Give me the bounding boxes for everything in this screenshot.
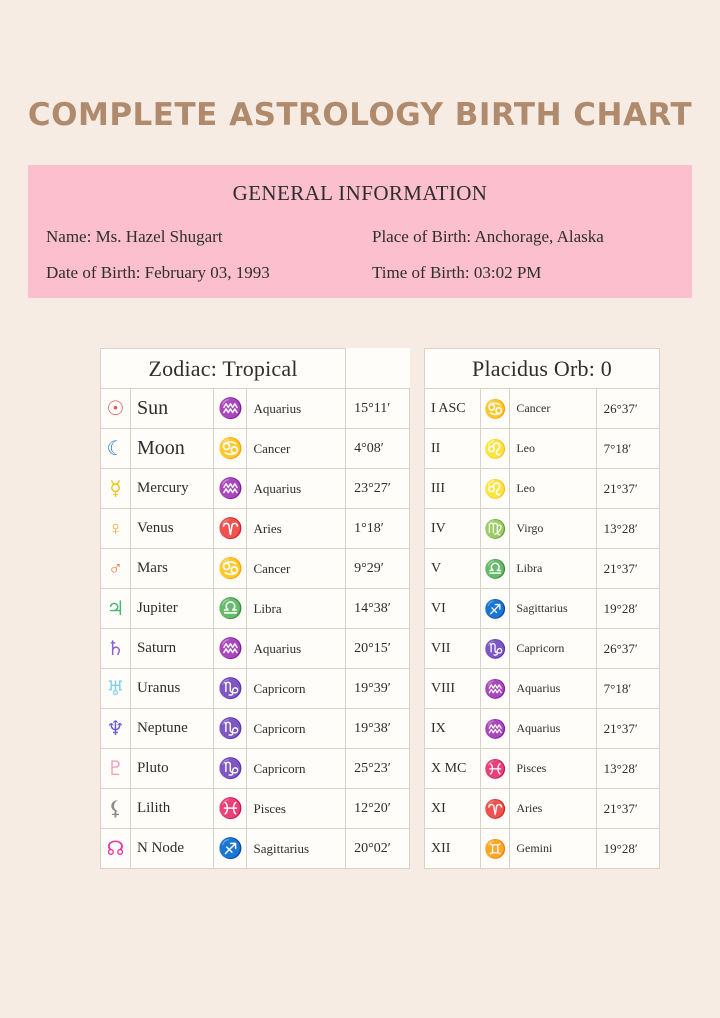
house-label: VI [425, 589, 481, 629]
houses-table-header: Placidus Orb: 0 [425, 349, 660, 389]
capricorn-icon: ♑ [214, 709, 247, 749]
mars-icon: ♂ [101, 549, 131, 589]
info-date-of-birth: Date of Birth: February 03, 1993 [46, 263, 270, 282]
general-information-heading: GENERAL INFORMATION [232, 181, 488, 205]
table-row [101, 549, 410, 589]
moon-icon: ☾ [101, 429, 131, 469]
libra-icon: ♎ [481, 549, 510, 589]
gemini-icon: ♊ [481, 829, 510, 869]
house-degree: 26°37′ [596, 389, 659, 429]
uranus-icon: ♅ [101, 669, 131, 709]
saturn-icon: ♄ [101, 629, 131, 669]
cancer-icon: ♋ [481, 389, 510, 429]
planet-name: Jupiter [130, 589, 213, 629]
planet-sign: Pisces [247, 789, 346, 829]
table-row [101, 509, 410, 549]
planet-sign: Aries [247, 509, 346, 549]
aquarius-icon: ♒ [214, 389, 247, 429]
planet-name: Pluto [130, 749, 213, 789]
planet-name: Saturn [130, 629, 213, 669]
table-row [101, 429, 410, 469]
virgo-icon: ♍ [481, 509, 510, 549]
table-row [425, 789, 660, 829]
info-place-of-birth: Place of Birth: Anchorage, Alaska [372, 227, 604, 246]
planet-sign: Capricorn [247, 669, 346, 709]
house-degree: 7°18′ [596, 429, 659, 469]
planet-degree: 20°02′ [346, 829, 410, 869]
sagittarius-icon: ♐ [481, 589, 510, 629]
jupiter-icon: ♃ [101, 589, 131, 629]
house-degree: 21°37′ [596, 469, 659, 509]
house-sign: Capricorn [510, 629, 596, 669]
table-row [101, 389, 410, 429]
house-label: III [425, 469, 481, 509]
table-row [425, 749, 660, 789]
house-label: I ASC [425, 389, 481, 429]
planet-name: Sun [130, 389, 213, 429]
table-row [101, 629, 410, 669]
planet-name: Neptune [130, 709, 213, 749]
sagittarius-icon: ♐ [214, 829, 247, 869]
house-degree: 21°37′ [596, 709, 659, 749]
neptune-icon: ♆ [101, 709, 131, 749]
planet-name: Uranus [130, 669, 213, 709]
house-label: II [425, 429, 481, 469]
table-row [101, 789, 410, 829]
general-information-grid [28, 219, 692, 291]
house-sign: Virgo [510, 509, 596, 549]
house-sign: Cancer [510, 389, 596, 429]
houses-table [424, 348, 660, 869]
table-row [425, 549, 660, 589]
aquarius-icon: ♒ [481, 709, 510, 749]
table-row [425, 389, 660, 429]
house-degree: 13°28′ [596, 749, 659, 789]
table-row [101, 749, 410, 789]
planet-name: Mars [130, 549, 213, 589]
cancer-icon: ♋ [214, 549, 247, 589]
house-label: VIII [425, 669, 481, 709]
planet-name: Lilith [130, 789, 213, 829]
planet-sign: Cancer [247, 549, 346, 589]
planet-sign: Libra [247, 589, 346, 629]
planet-sign: Cancer [247, 429, 346, 469]
planet-name: Moon [130, 429, 213, 469]
planet-degree: 12°20′ [346, 789, 410, 829]
table-row [425, 509, 660, 549]
planets-table [100, 348, 410, 869]
house-sign: Gemini [510, 829, 596, 869]
planet-sign: Sagittarius [247, 829, 346, 869]
planet-degree: 19°39′ [346, 669, 410, 709]
capricorn-icon: ♑ [214, 749, 247, 789]
house-degree: 19°28′ [596, 829, 659, 869]
house-label: VII [425, 629, 481, 669]
planet-degree: 14°38′ [346, 589, 410, 629]
planet-sign: Aquarius [247, 469, 346, 509]
table-row [425, 429, 660, 469]
aquarius-icon: ♒ [214, 469, 247, 509]
house-sign: Leo [510, 469, 596, 509]
info-name: Name: Ms. Hazel Shugart [46, 227, 223, 246]
table-row [425, 829, 660, 869]
aries-icon: ♈ [214, 509, 247, 549]
aries-icon: ♈ [481, 789, 510, 829]
pisces-icon: ♓ [214, 789, 247, 829]
planet-name: Venus [130, 509, 213, 549]
pluto-icon: ♇ [101, 749, 131, 789]
house-sign: Aries [510, 789, 596, 829]
planet-name: Mercury [130, 469, 213, 509]
lilith-icon: ⚸ [101, 789, 131, 829]
planet-degree: 25°23′ [346, 749, 410, 789]
capricorn-icon: ♑ [214, 669, 247, 709]
house-label: V [425, 549, 481, 589]
capricorn-icon: ♑ [481, 629, 510, 669]
house-sign: Sagittarius [510, 589, 596, 629]
house-degree: 26°37′ [596, 629, 659, 669]
house-sign: Libra [510, 549, 596, 589]
table-row [101, 469, 410, 509]
planet-sign: Capricorn [247, 709, 346, 749]
planet-name: N Node [130, 829, 213, 869]
table-row [425, 669, 660, 709]
table-row [425, 709, 660, 749]
house-sign: Aquarius [510, 709, 596, 749]
house-degree: 19°28′ [596, 589, 659, 629]
aquarius-icon: ♒ [214, 629, 247, 669]
planet-degree: 4°08′ [346, 429, 410, 469]
page-title: COMPLETE ASTROLOGY BIRTH CHART [27, 97, 693, 133]
table-row [101, 669, 410, 709]
house-degree: 21°37′ [596, 549, 659, 589]
house-degree: 7°18′ [596, 669, 659, 709]
house-sign: Pisces [510, 749, 596, 789]
aquarius-icon: ♒ [481, 669, 510, 709]
house-sign: Aquarius [510, 669, 596, 709]
north-node-icon: ☊ [101, 829, 131, 869]
table-row [425, 469, 660, 509]
house-label: XI [425, 789, 481, 829]
house-degree: 13°28′ [596, 509, 659, 549]
planet-degree: 9°29′ [346, 549, 410, 589]
planet-degree: 19°38′ [346, 709, 410, 749]
table-row [101, 589, 410, 629]
planet-sign: Aquarius [247, 629, 346, 669]
planet-degree: 23°27′ [346, 469, 410, 509]
venus-icon: ♀ [101, 509, 131, 549]
planet-degree: 20°15′ [346, 629, 410, 669]
planets-table-header: Zodiac: Tropical [101, 349, 346, 389]
pisces-icon: ♓ [481, 749, 510, 789]
info-row [28, 255, 692, 291]
cancer-icon: ♋ [214, 429, 247, 469]
info-time-of-birth: Time of Birth: 03:02 PM [372, 263, 542, 282]
sun-icon: ☉ [101, 389, 131, 429]
mercury-icon: ☿ [101, 469, 131, 509]
chart-tables [100, 348, 660, 869]
house-label: XII [425, 829, 481, 869]
table-row [101, 709, 410, 749]
house-label: IX [425, 709, 481, 749]
planet-sign: Capricorn [247, 749, 346, 789]
house-degree: 21°37′ [596, 789, 659, 829]
planet-sign: Aquarius [247, 389, 346, 429]
house-label: IV [425, 509, 481, 549]
libra-icon: ♎ [214, 589, 247, 629]
general-information-panel [28, 165, 692, 298]
planet-degree: 15°11′ [346, 389, 410, 429]
table-row [101, 829, 410, 869]
planet-degree: 1°18′ [346, 509, 410, 549]
house-sign: Leo [510, 429, 596, 469]
table-row [425, 589, 660, 629]
house-label: X MC [425, 749, 481, 789]
info-row [28, 219, 692, 255]
leo-icon: ♌ [481, 469, 510, 509]
leo-icon: ♌ [481, 429, 510, 469]
table-row [425, 629, 660, 669]
